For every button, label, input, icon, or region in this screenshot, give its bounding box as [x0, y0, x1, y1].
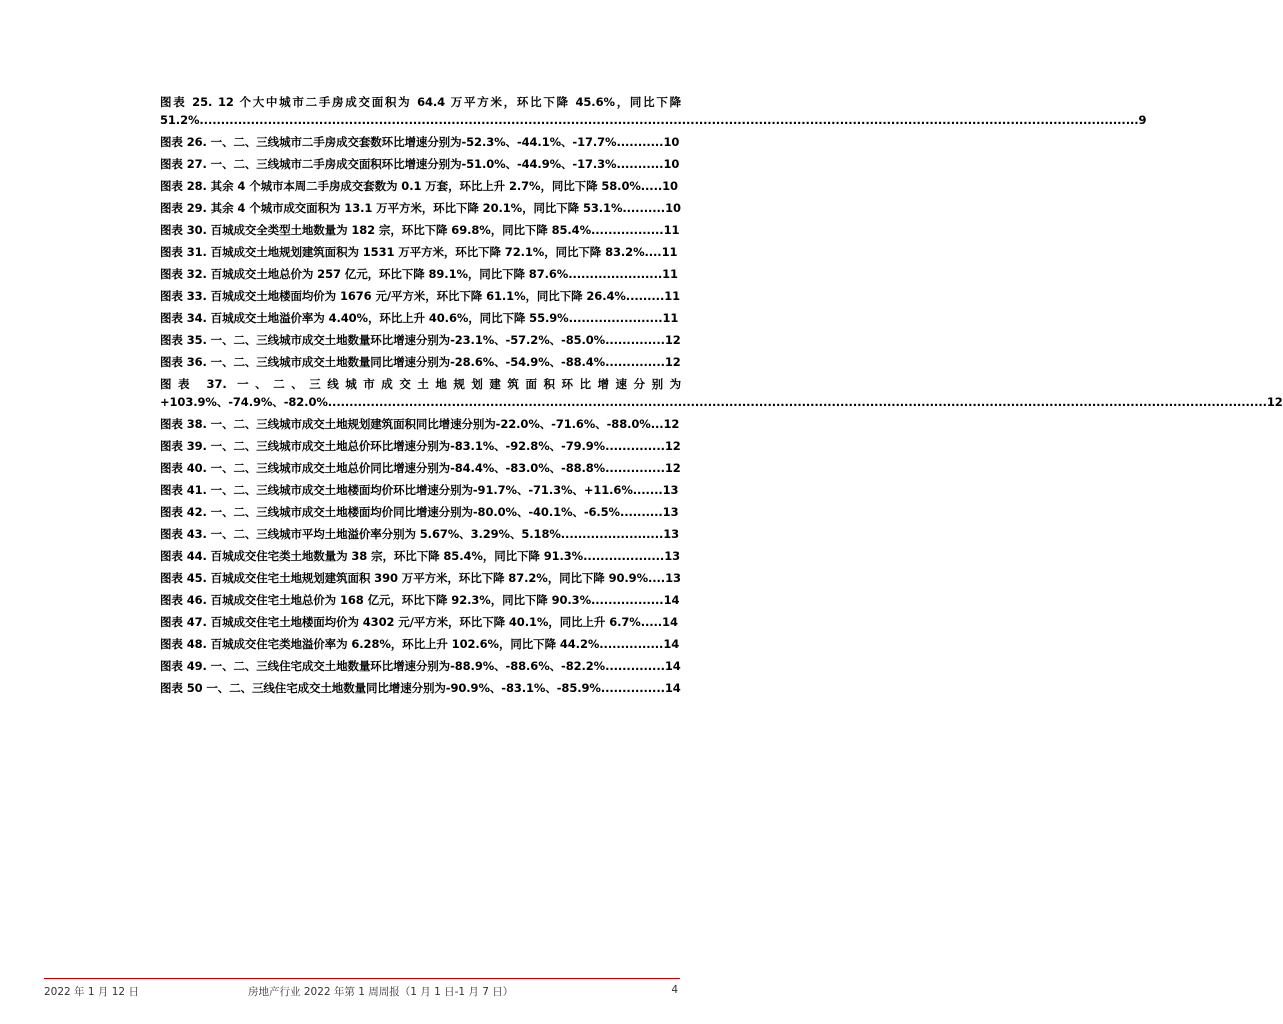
toc-entry-title: 图表 37. 一、二、三线城市成交土地规划建筑面积环比增速分别为+103.9%、-74.9%、-82.0%	[160, 377, 681, 409]
toc-leader-dots: ............................................................................................................................................................................................................................	[327, 395, 1267, 409]
toc-entry-page: 13	[665, 571, 681, 585]
toc-entry-page: 10	[663, 157, 680, 171]
toc-entry-title: 图表 38. 一、二、三线城市成交土地规划建筑面积同比增速分别为-22.0%、-71.6%、-88.0%	[160, 417, 651, 431]
toc-entry-title: 图表 27. 一、二、三线城市二手房成交面积环比增速分别为-51.0%、-44.9%、-17.3%	[160, 157, 617, 171]
toc-entry-title: 图表 36. 一、二、三线城市成交土地数量同比增速分别为-28.6%、-54.9%、-88.4%	[160, 355, 606, 369]
toc-entry-title: 图表 26. 一、二、三线城市二手房成交套数环比增速分别为-52.3%、-44.1%、-17.7%	[160, 135, 617, 149]
toc-leader-dots: ...............	[599, 637, 664, 651]
footer-date: 2022 年 1 月 12 日	[44, 986, 139, 998]
toc-entry-title: 图表 35. 一、二、三线城市成交土地数量环比增速分别为-23.1%、-57.2%、-85.0%	[160, 333, 606, 347]
toc-entry-title: 图表 46. 百城成交住宅土地总价为 168 亿元，环比下降 92.3%，同比下降 90.3%	[160, 593, 591, 607]
toc-entry[interactable]	[160, 133, 681, 151]
toc-leader-dots: ..........	[619, 505, 663, 519]
toc-entry-title: 图表 40. 一、二、三线城市成交土地总价同比增速分别为-84.4%、-83.0%、-88.8%	[160, 461, 606, 475]
toc-leader-dots: ...........	[616, 157, 664, 171]
toc-entry-page: 11	[662, 267, 678, 281]
toc-leader-dots: ......................	[568, 267, 663, 281]
toc-entry-page: 11	[662, 311, 679, 325]
toc-entry[interactable]	[160, 459, 681, 477]
toc-leader-dots: ........................	[560, 527, 664, 541]
toc-entry[interactable]	[160, 547, 681, 565]
toc-entry[interactable]	[160, 287, 681, 305]
toc-entry[interactable]	[160, 375, 1283, 411]
toc-entry-title: 图表 41. 一、二、三线城市成交土地楼面均价环比增速分别为-91.7%、-71.3%、+11.6%	[160, 483, 633, 497]
toc-entry-page: 12	[1266, 395, 1283, 409]
toc-entry[interactable]	[160, 679, 681, 697]
toc-leader-dots: .......	[632, 483, 663, 497]
toc-entry-page: 12	[664, 355, 681, 369]
toc-leader-dots: ...	[650, 417, 664, 431]
toc-entry-page: 14	[664, 681, 681, 695]
toc-entry-page: 14	[664, 659, 681, 673]
footer-divider	[44, 978, 680, 979]
toc-leader-dots: .....	[640, 615, 663, 629]
toc-entry-page: 14	[663, 593, 680, 607]
toc-entry-title: 图表 33. 百城成交土地楼面均价为 1676 元/平方米，环比下降 61.1%，同比下降 26.4%	[160, 289, 626, 303]
toc-entry[interactable]	[160, 353, 681, 371]
toc-entry-page: 10	[663, 135, 680, 149]
toc-entry[interactable]	[160, 93, 1147, 129]
toc-leader-dots: ..............	[605, 461, 665, 475]
toc-leader-dots: ..............	[605, 355, 665, 369]
toc-entry-page: 12	[663, 417, 680, 431]
toc-entry-page: 13	[664, 549, 681, 563]
table-of-figures	[160, 93, 1283, 701]
toc-entry[interactable]	[160, 177, 681, 195]
toc-leader-dots: ...................	[583, 549, 665, 563]
toc-entry-title: 图表 34. 百城成交土地溢价率为 4.40%，环比上升 40.6%，同比下降 55.9%	[160, 311, 569, 325]
toc-leader-dots: ..............	[605, 439, 665, 453]
toc-leader-dots: ............................................................................................................................................................................................................................	[199, 113, 1139, 127]
footer-page-number: 4	[671, 984, 678, 996]
toc-entry[interactable]	[160, 309, 681, 327]
toc-entry[interactable]	[160, 635, 681, 653]
toc-entry[interactable]	[160, 613, 681, 631]
toc-entry[interactable]	[160, 591, 681, 609]
toc-entry[interactable]	[160, 569, 681, 587]
toc-entry-page: 11	[664, 289, 681, 303]
toc-entry-page: 14	[663, 637, 680, 651]
toc-entry[interactable]	[160, 199, 681, 217]
toc-entry[interactable]	[160, 221, 681, 239]
toc-entry[interactable]	[160, 525, 681, 543]
toc-entry[interactable]	[160, 331, 681, 349]
toc-entry-title: 图表 31. 百城成交土地规划建筑面积为 1531 万平方米，环比下降 72.1%，同比下降 83.2%	[160, 245, 645, 259]
toc-entry-title: 图表 28. 其余 4 个城市本周二手房成交套数为 0.1 万套，环比上升 2.7%，同比下降 58.0%	[160, 179, 641, 193]
toc-entry-title: 图表 48. 百城成交住宅类地溢价率为 6.28%，环比上升 102.6%，同比下降 44.2%	[160, 637, 600, 651]
toc-entry-page: 14	[662, 615, 678, 629]
toc-entry-page: 11	[661, 245, 678, 259]
toc-leader-dots: ..............	[605, 659, 665, 673]
toc-entry[interactable]	[160, 657, 681, 675]
toc-entry-title: 图表 25. 12 个大中城市二手房成交面积为 64.4 万平方米，环比下降 45.6%，同比下降 51.2%	[160, 95, 681, 127]
toc-leader-dots: ....	[644, 245, 662, 259]
toc-entry-page: 12	[664, 439, 681, 453]
toc-leader-dots: ..............	[605, 333, 665, 347]
toc-leader-dots: ..............	[605, 681, 665, 695]
toc-leader-dots: ..........	[622, 201, 666, 215]
toc-entry-title: 图表 29. 其余 4 个城市成交面积为 13.1 万平方米，环比下降 20.1%，同比下降 53.1%	[160, 201, 623, 215]
toc-entry-page: 9	[1138, 113, 1147, 127]
toc-entry[interactable]	[160, 415, 681, 433]
toc-entry-title: 图表 32. 百城成交土地总价为 257 亿元，环比下降 89.1%，同比下降 87.6%	[160, 267, 569, 281]
toc-entry-title: 图表 39. 一、二、三线城市成交土地总价环比增速分别为-83.1%、-92.8%、-79.9%	[160, 439, 606, 453]
toc-entry-page: 10	[665, 201, 681, 215]
toc-leader-dots: ......................	[568, 311, 663, 325]
page-footer	[0, 978, 724, 1024]
toc-entry[interactable]	[160, 243, 681, 261]
toc-entry-page: 11	[663, 223, 680, 237]
toc-entry[interactable]	[160, 265, 681, 283]
toc-entry-page: 10	[662, 179, 678, 193]
toc-entry-page: 13	[662, 505, 679, 519]
toc-entry-title: 图表 44. 百城成交住宅类土地数量为 38 宗，环比下降 85.4%，同比下降 91.3%	[160, 549, 584, 563]
toc-entry-title: 图表 30. 百城成交全类型土地数量为 182 宗，环比下降 69.8%，同比下降 85.4%	[160, 223, 591, 237]
toc-entry[interactable]	[160, 503, 681, 521]
toc-entry-page: 12	[664, 461, 681, 475]
toc-entry[interactable]	[160, 437, 681, 455]
toc-leader-dots: .................	[591, 593, 664, 607]
toc-entry-title: 图表 50 一、二、三线住宅成交土地数量同比增速分别为-90.9%、-83.1%、-85.9%.	[160, 681, 606, 695]
toc-leader-dots: ....	[648, 571, 666, 585]
toc-entry-page: 13	[663, 527, 680, 541]
toc-leader-dots: ...........	[616, 135, 664, 149]
toc-entry-page: 13	[662, 483, 679, 497]
toc-leader-dots: .................	[591, 223, 664, 237]
toc-leader-dots: .........	[625, 289, 665, 303]
toc-entry[interactable]	[160, 155, 681, 173]
toc-leader-dots: .....	[640, 179, 663, 193]
toc-entry-title: 图表 47. 百城成交住宅土地楼面均价为 4302 元/平方米，环比下降 40.1%，同比上升 6.7%	[160, 615, 641, 629]
toc-entry-title: 图表 42. 一、二、三线城市成交土地楼面均价同比增速分别为-80.0%、-40.1%、-6.5%	[160, 505, 620, 519]
toc-entry-title: 图表 45. 百城成交住宅土地规划建筑面积 390 万平方米，环比下降 87.2%，同比下降 90.9%	[160, 571, 648, 585]
toc-entry-page: 12	[664, 333, 681, 347]
footer-report-title: 房地产行业 2022 年第 1 周周报（1 月 1 日-1 月 7 日）	[248, 986, 514, 998]
toc-entry-title: 图表 43. 一、二、三线城市平均土地溢价率分别为 5.67%、3.29%、5.18%	[160, 527, 561, 541]
toc-entry[interactable]	[160, 481, 681, 499]
toc-entry-title: 图表 49. 一、二、三线住宅成交土地数量环比增速分别为-88.9%、-88.6%、-82.2%	[160, 659, 606, 673]
